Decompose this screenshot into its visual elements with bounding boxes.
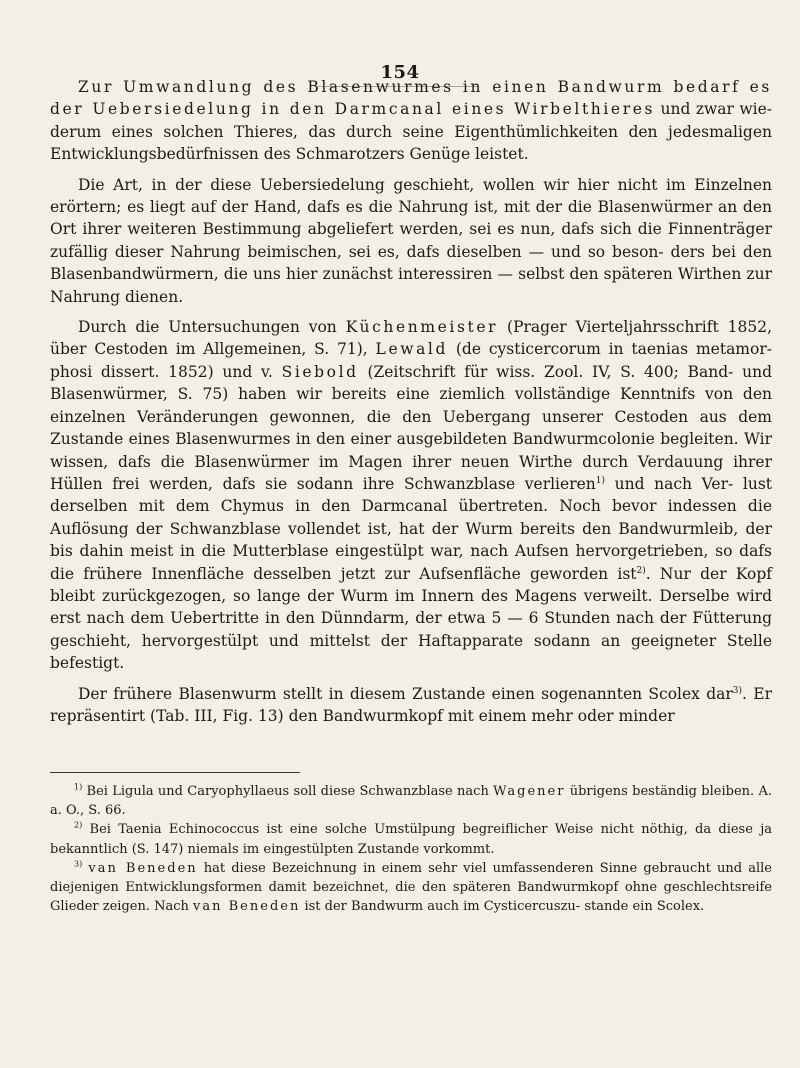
footnote-rule xyxy=(50,772,300,773)
paragraph-2: Die Art, in der diese Uebersiedelung geschieht, wollen wir hier nicht im Einzelnen erörtern; es liegt auf der Hand, dafs es die Nahrung ist, mit der die Blasenwürmer an den Ort ihrer weiteren Bestimmung abgeliefert werden, sei es nun, dafs sich die Finnenträger zufällig dieser Nahrung beimischen, sei es, dafs dieselben — und so beson- ders bei den Blasenbandwürmern, die uns hier zunächst interessiren — selbst den späteren Wirthen zur Nahrung dienen. xyxy=(50,175,772,306)
paragraph-1 xyxy=(50,76,772,166)
footnote-text: übrigens beständig bleiben. A. a. O., S. 66. xyxy=(50,784,772,819)
footnote-text: Bei Ligula und Caryophyllaeus soll diese Schwanzblase nach xyxy=(82,784,494,799)
author-name: Lewald xyxy=(375,340,449,359)
footnotes xyxy=(50,782,772,916)
paragraph-text: (de cysticercorum in taenias metamor- phosi dissert. 1852) und v. xyxy=(50,340,772,381)
author-name: van Beneden xyxy=(193,899,301,915)
footnote-mark: 3) xyxy=(74,859,83,869)
footnote-text: hat diese Bezeichnung in einem sehr viel umfassenderen Sinne gebraucht und alle diejenigen Entwicklungsformen damit bezeichnet, die den späteren Bandwurmkopf ohne geschlechtsreife Glieder zeigen. Nach xyxy=(50,860,772,915)
footnote-text: Bei Taenia Echinococcus ist eine solche Umstülpung begreiflicher Weise nicht nöthig, da diese ja bekanntlich (S. 147) niemals im eingestülpten Zustande vorkommt. xyxy=(50,822,772,857)
footnote-ref[interactable]: 1) xyxy=(595,475,606,486)
paragraph-text: Durch die Untersuchungen von xyxy=(78,318,346,337)
paragraph-text: . Nur der Kopf bleibt zurückgezogen, so lange der Wurm im Innern des Magens verweilt. Derselbe wird erst nach dem Uebertritte in den Dünndarm, der etwa 5 — 6 Stunden nach der Fütterung geschieht, hervorgestülpt und mittelst der Haftapparate sodann an geeigneter Stelle befestigt. xyxy=(50,564,772,673)
paragraph-text: (Prager Vierteljahrsschrift 1852, über Cestoden im Allgemeinen, S. 71), xyxy=(50,318,772,359)
main-text xyxy=(50,76,772,727)
paragraph-text: Der frühere Blasenwurm stellt in diesem Zustande einen sogenannten Scolex dar xyxy=(78,684,733,703)
footnote-3 xyxy=(50,859,772,917)
paragraph-text: und nach Ver- lust derselben mit dem Chymus in den Darmcanal übertreten. Noch bevor indessen die Auflösung der Schwanzblase vollendet ist, hat der Wurm bereits den Bandwurmleib, der bis dahin meist in die Mutterblase eingestülpt war, nach Aufsen hervorgetrieben, so dafs die frühere Innenfläche desselben jetzt zur Aufsenfläche geworden ist xyxy=(50,474,773,583)
page-number: 154 xyxy=(380,62,420,83)
footnote-ref[interactable]: 2) xyxy=(636,565,646,576)
footnote-1 xyxy=(50,782,772,820)
author-name: Küchenmeister xyxy=(345,318,499,337)
footnote-mark: 2) xyxy=(74,821,83,831)
author-name: Siebold xyxy=(281,362,359,381)
paragraph-text: (Zeitschrift für wiss. Zool. IV, S. 400; Band- und Blasenwürmer, S. 75) haben wir bereits eine ziemlich vollständige Kenntnifs von den einzelnen Veränderungen gewonnen, die den Uebergang unserer Cestoden aus dem Zustande eines Blasenwurmes in den einer ausgebildeten Bandwurmcolonie begleiten. Wir wissen, dafs die Blasenwürmer im Magen ihrer neuen Wirthe durch Verdauung ihrer Hüllen frei werden, dafs sie sodann ihre Schwanzblase verlieren xyxy=(50,362,772,493)
author-name: van Beneden xyxy=(88,860,198,876)
paragraph-text: . Er repräsentirt (Tab. III, Fig. 13) den Bandwurmkopf mit einem mehr oder minder xyxy=(50,684,772,725)
footnote-2 xyxy=(50,820,772,858)
paragraph-3 xyxy=(50,316,772,675)
footnote-text: ist der Bandwurm auch im Cysticercuszu- stande ein Scolex. xyxy=(300,899,705,915)
footnote-mark: 1) xyxy=(74,782,83,792)
paragraph-4 xyxy=(50,683,772,728)
paragraph-text: und zwar wie- derum eines solchen Thieres, das durch seine Eigenthümlichkeiten den jedesmaligen Entwicklungsbedürfnissen des Schmarotzers Genüge leistet. xyxy=(50,100,772,164)
spaced-emphasis: Zur Umwandlung des Blasenwurmes in einen Bandwurm bedarf es der Uebersiedelung in den Darmcanal eines Wirbelthieres xyxy=(50,78,772,119)
footnote-ref[interactable]: 3) xyxy=(732,685,743,696)
author-name: Wagener xyxy=(493,784,566,799)
